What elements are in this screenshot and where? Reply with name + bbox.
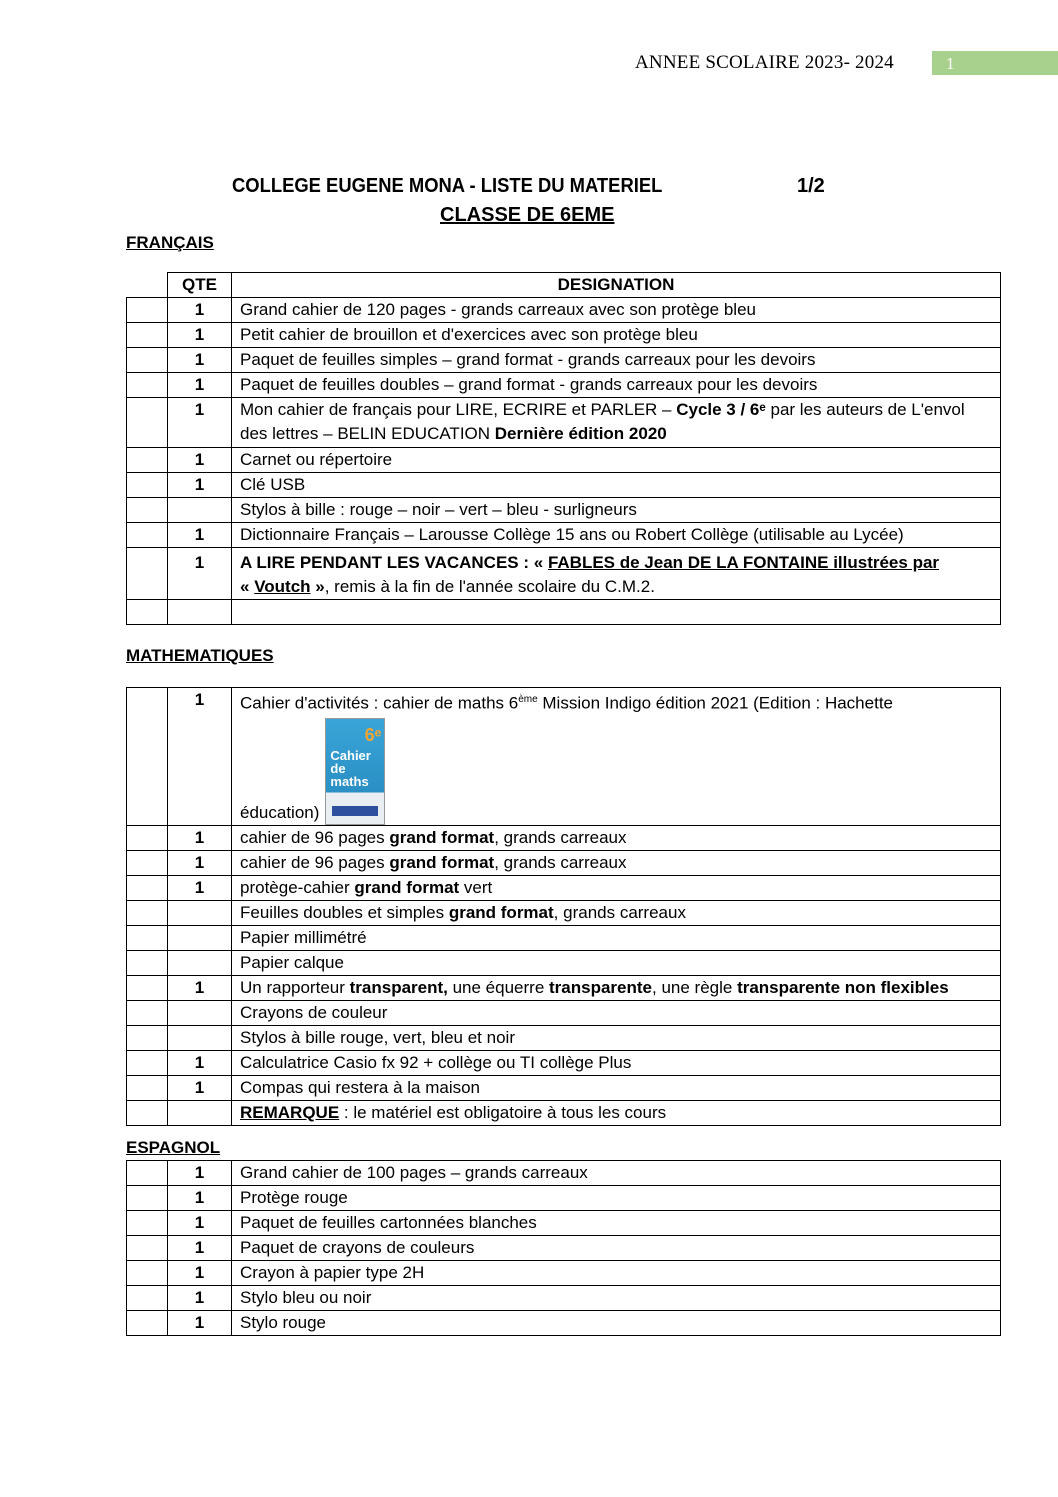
table-row: Papier millimétré bbox=[127, 925, 1001, 950]
table-row: 1 Paquet de feuilles cartonnées blanches bbox=[127, 1211, 1001, 1236]
table-row: 1 cahier de 96 pages grand format, grands carreaux bbox=[127, 825, 1001, 850]
section-title-espagnol: ESPAGNOL bbox=[126, 1138, 221, 1157]
document-title: COLLEGE EUGENE MONA - LISTE DU MATERIEL bbox=[232, 175, 663, 197]
table-row: 1 Crayon à papier type 2H bbox=[127, 1261, 1001, 1286]
table-row: 1 Grand cahier de 120 pages - grands carreaux avec son protège bleu bbox=[127, 298, 1001, 323]
table-row: 1 Protège rouge bbox=[127, 1186, 1001, 1211]
table-row: 1 Paquet de crayons de couleurs bbox=[127, 1236, 1001, 1261]
table-row: 1 Stylo rouge bbox=[127, 1311, 1001, 1336]
table-row: Stylos à bille rouge, vert, bleu et noir bbox=[127, 1025, 1001, 1050]
table-row: Crayons de couleur bbox=[127, 1000, 1001, 1025]
remark-label: REMARQUE bbox=[240, 1102, 340, 1122]
book-cover-band bbox=[332, 806, 378, 816]
table-row: 1 Mon cahier de français pour LIRE, ECRIRE et PARLER – Cycle 3 / 6ᵉ par les auteurs de L'envol des lettres – BELIN EDUCATION Dernière édition 2020 bbox=[127, 398, 1001, 448]
designation-header: DESIGNATION bbox=[232, 273, 1001, 298]
empty-cell bbox=[127, 273, 168, 298]
table-row: 1 A LIRE PENDANT LES VACANCES : « FABLES de Jean DE LA FONTAINE illustrées par « Voutch », remis à la fin de l'année scolaire du C.M.2. bbox=[127, 548, 1001, 600]
remark-row: REMARQUE : le matériel est obligatoire à tous les cours bbox=[127, 1100, 1001, 1125]
maths-book-cover-image: 6ᵉ Cahier de maths bbox=[325, 718, 385, 825]
table-row: 1 Dictionnaire Français – Larousse Collège 15 ans ou Robert Collège (utilisable au Lycée) bbox=[127, 523, 1001, 548]
school-year-header: ANNEE SCOLAIRE 2023- 2024 bbox=[635, 52, 894, 73]
table-row: Stylos à bille : rouge – noir – vert – bleu - surligneurs bbox=[127, 498, 1001, 523]
table-row bbox=[127, 600, 1001, 625]
table-row: 1 Calculatrice Casio fx 92 + collège ou TI collège Plus bbox=[127, 1050, 1001, 1075]
table-row: 1 Grand cahier de 100 pages – grands carreaux bbox=[127, 1161, 1001, 1186]
section-title-maths: MATHEMATIQUES bbox=[126, 646, 274, 665]
table-row: Feuilles doubles et simples grand format, grands carreaux bbox=[127, 900, 1001, 925]
table-row: 1 Compas qui restera à la maison bbox=[127, 1075, 1001, 1100]
table-row: 1 Petit cahier de brouillon et d'exercices avec son protège bleu bbox=[127, 323, 1001, 348]
table-header bbox=[127, 273, 1001, 298]
table-row: 1 Clé USB bbox=[127, 473, 1001, 498]
section-title-francais: FRANÇAIS bbox=[126, 233, 214, 252]
qte-header: QTE bbox=[168, 273, 232, 298]
table-row: 1 Carnet ou répertoire bbox=[127, 448, 1001, 473]
page-fraction: 1/2 bbox=[797, 175, 825, 197]
page-number: 1 bbox=[946, 54, 955, 73]
table-row: 1 protège-cahier grand format vert bbox=[127, 875, 1001, 900]
page-number-box bbox=[932, 51, 1058, 75]
table-row: 1 Paquet de feuilles doubles – grand format - grands carreaux pour les devoirs bbox=[127, 373, 1001, 398]
espagnol-table bbox=[126, 1160, 1001, 1336]
table-row: 1 Un rapporteur transparent, une équerre transparente, une règle transparente non flexibles bbox=[127, 975, 1001, 1000]
francais-table bbox=[126, 272, 1001, 625]
class-title: CLASSE DE 6EME bbox=[440, 204, 615, 226]
maths-table bbox=[126, 687, 1001, 1126]
table-row: Papier calque bbox=[127, 950, 1001, 975]
table-row: 1 cahier de 96 pages grand format, grands carreaux bbox=[127, 850, 1001, 875]
table-row: 1 Cahier d'activités : cahier de maths 6ème Mission Indigo édition 2021 (Edition : Hachette éducation) 6ᵉ Cahier de maths bbox=[127, 688, 1001, 826]
table-row: 1 Stylo bleu ou noir bbox=[127, 1286, 1001, 1311]
table-row: 1 Paquet de feuilles simples – grand format - grands carreaux pour les devoirs bbox=[127, 348, 1001, 373]
